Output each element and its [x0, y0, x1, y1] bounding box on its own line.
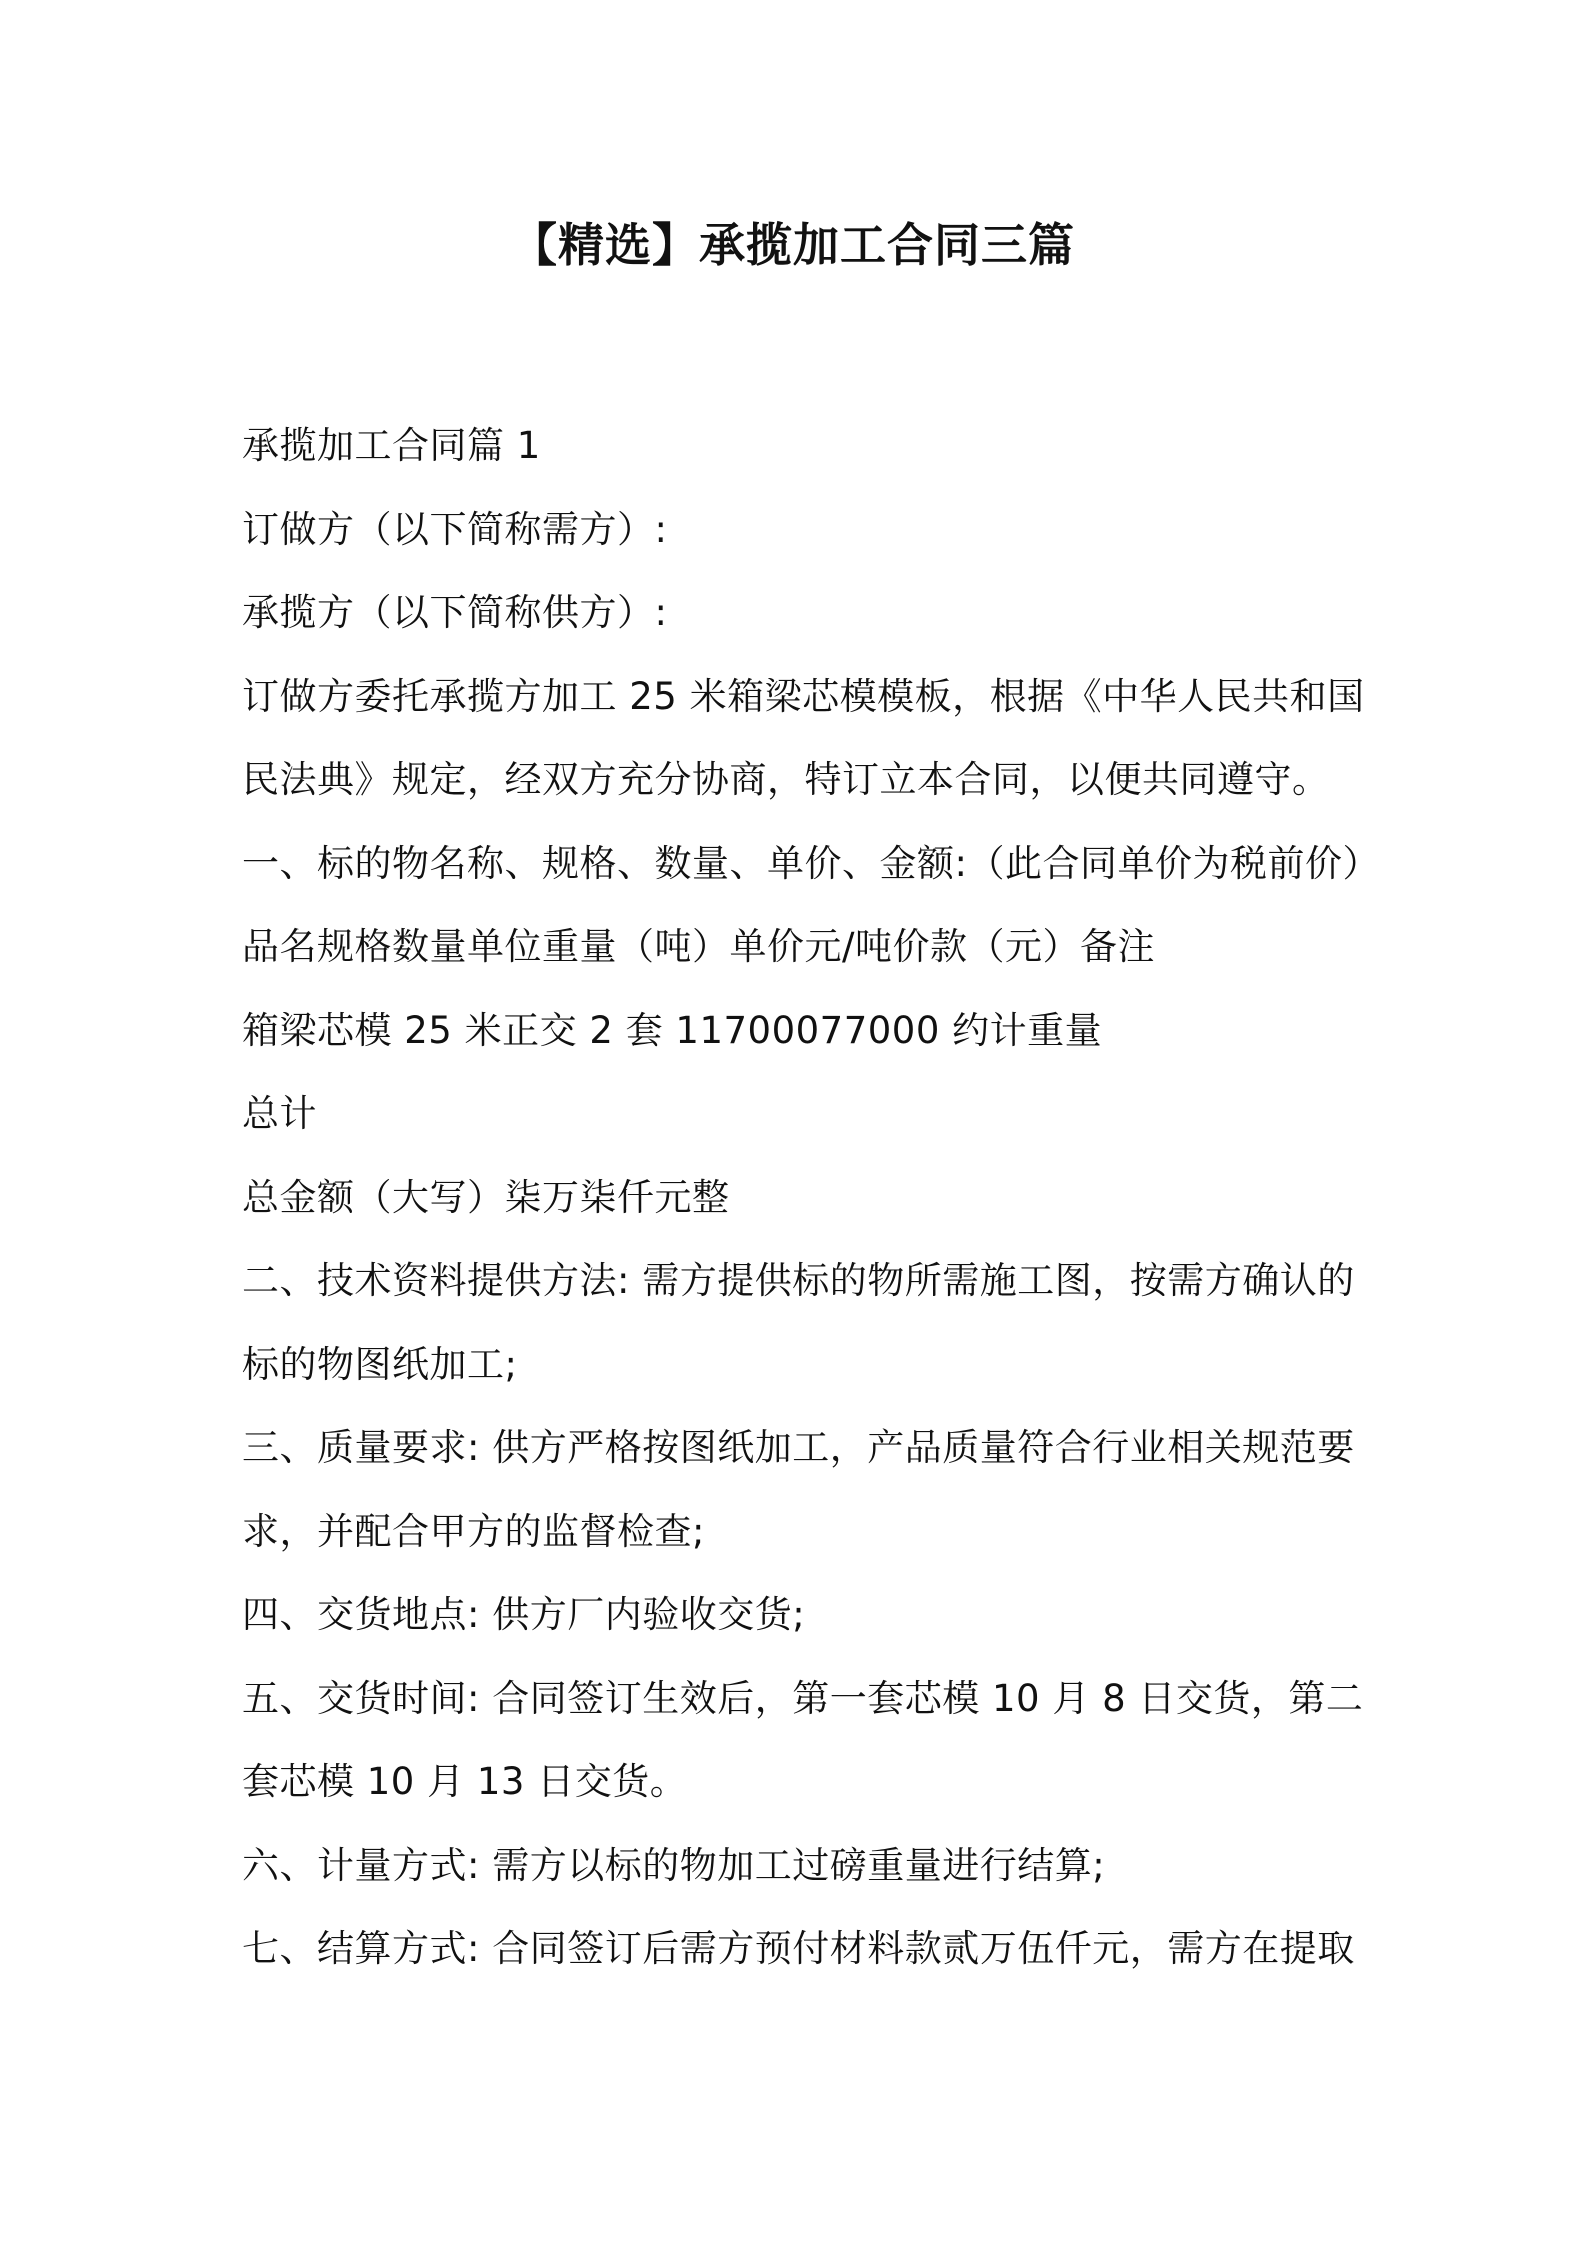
- clause-one-heading: 一、标的物名称、规格、数量、单价、金额:（此合同单价为税前价）: [242, 841, 1380, 885]
- clause-five-line: 套芯模 10 月 13 日交货。: [242, 1760, 688, 1803]
- clause-three-line: 三、质量要求: 供方严格按图纸加工，产品质量符合行业相关规范要: [242, 1426, 1355, 1469]
- clause-seven-line: 七、结算方式: 合同签订后需方预付材料款贰万伍仟元，需方在提取: [242, 1927, 1355, 1970]
- clause-five-line: 五、交货时间: 合同签订生效后，第一套芯模 10 月 8 日交货，第二: [242, 1676, 1364, 1720]
- clause-three-line: 求，并配合甲方的监督检查;: [242, 1509, 705, 1553]
- item-table-total: 总计: [242, 1092, 317, 1135]
- document-body: [242, 404, 1380, 1991]
- clause-two-line: 二、技术资料提供方法: 需方提供标的物所需施工图，按需方确认的: [242, 1259, 1355, 1302]
- clause-six-line: 六、计量方式: 需方以标的物加工过磅重量进行结算;: [242, 1843, 1106, 1887]
- body-line: 订做方委托承揽方加工 25 米箱梁芯模模板，根据《中华人民共和国: [242, 674, 1365, 718]
- total-amount-line: 总金额（大写）柒万柒仟元整: [242, 1175, 730, 1219]
- document-title: 【精选】承揽加工合同三篇: [511, 218, 1075, 272]
- client-party-line: 订做方（以下简称需方）:: [242, 507, 668, 551]
- item-table-row: 箱梁芯模 25 米正交 2 套 11700077000 约计重量: [242, 1008, 1103, 1052]
- section-heading: 承揽加工合同篇 1: [242, 424, 541, 467]
- item-table-header: 品名规格数量单位重量（吨）单价元/吨价款（元）备注: [242, 925, 1155, 968]
- contractor-party-line: 承揽方（以下简称供方）:: [242, 591, 668, 634]
- clause-two-line: 标的物图纸加工;: [242, 1342, 518, 1386]
- body-line: 民法典》规定，经双方充分协商，特订立本合同，以便共同遵守。: [242, 758, 1330, 801]
- clause-four-line: 四、交货地点: 供方厂内验收交货;: [242, 1593, 806, 1636]
